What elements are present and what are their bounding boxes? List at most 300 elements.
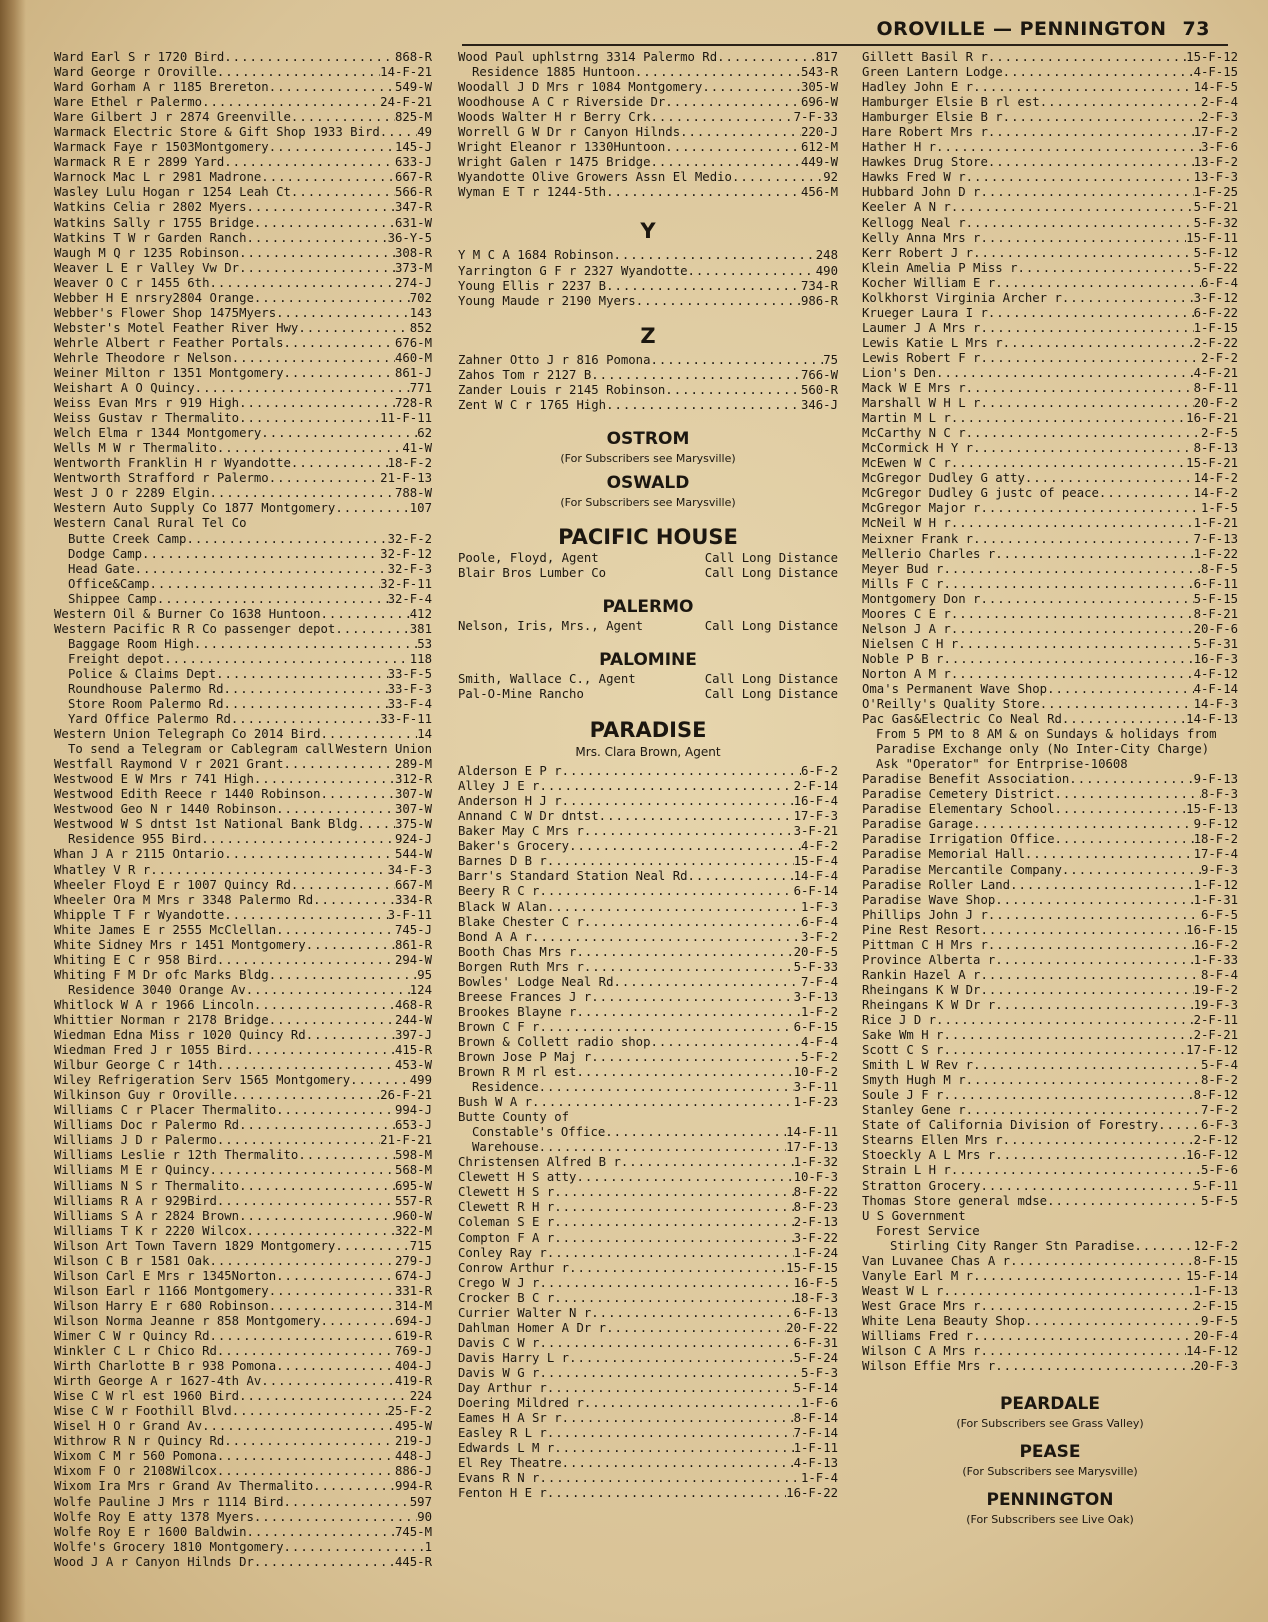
leader-dots [217, 65, 380, 80]
phone-number: 861-J [394, 365, 432, 380]
phone-number: 3-F-13 [793, 989, 838, 1004]
phone-number: 734-R [800, 278, 838, 293]
listing-name: Shippee Camp [68, 591, 157, 606]
listing-row [54, 682, 432, 697]
town-heading-pease: PEASE [1019, 1442, 1081, 1463]
phone-number: 6-F-31 [793, 1335, 838, 1350]
listing-row [54, 336, 432, 351]
listing-row [458, 824, 838, 839]
phone-number: 16-F-15 [1186, 922, 1238, 937]
phone-number: 619-R [394, 1328, 432, 1343]
listing-row [54, 1224, 432, 1239]
phone-number: 373-M [394, 260, 432, 275]
phone-number: Western Union [335, 742, 432, 757]
phone-number: 15-F-14 [1186, 1268, 1238, 1283]
phone-number: 6-F-2 [800, 764, 838, 779]
phone-number: 6-F-4 [1200, 275, 1238, 290]
listing-row [54, 1329, 432, 1344]
leader-dots [247, 200, 395, 215]
listing-row [458, 1080, 838, 1095]
listing-row [54, 516, 432, 531]
leader-dots [298, 1148, 395, 1163]
leader-dots [1062, 863, 1201, 878]
listing-name: Wells M W r Thermalito [54, 441, 217, 456]
listing-row [54, 1013, 432, 1028]
phone-number: 631-W [394, 215, 432, 230]
listing-row [54, 1419, 432, 1434]
phone-number: 771 [409, 381, 432, 396]
listing-name: Woodall J D Mrs r 1084 Montgomery [458, 80, 703, 95]
phone-number: 702 [409, 290, 432, 305]
leader-dots [254, 1510, 417, 1525]
leader-dots [980, 351, 1201, 366]
leader-dots [988, 125, 1194, 140]
listing-row [862, 140, 1238, 155]
leader-dots [936, 1013, 1194, 1028]
listing-row [458, 1005, 838, 1020]
listing-row [458, 1035, 838, 1050]
phone-number: 6-F-14 [793, 884, 838, 899]
listing-name: Lion's Den [862, 365, 937, 380]
leader-dots [584, 960, 794, 975]
phone-number: 745-J [394, 922, 432, 937]
listing-name: Beery R C r [458, 884, 540, 899]
listing-row [458, 1125, 838, 1140]
phone-number: 1-F-3 [800, 899, 838, 914]
listing-name: Davis C W r [458, 1335, 540, 1350]
listing-name: Hawks Fred W r [862, 170, 966, 185]
listing-row [458, 1291, 838, 1306]
listing-name: Wiedman Edna Miss r 1020 Quincy Rd [54, 1028, 306, 1043]
leader-dots [239, 261, 395, 276]
listing-name: Young Ellis r 2237 B [458, 278, 607, 293]
phone-number: 560-R [800, 382, 838, 397]
listing-row [54, 547, 432, 562]
listing-name: Weast W L r [862, 1283, 944, 1298]
phone-number: 4-F-13 [793, 1456, 838, 1471]
leader-dots [966, 381, 1194, 396]
leader-dots [202, 95, 380, 110]
listing-name: Wentworth Franklin H r Wyandotte [54, 456, 291, 471]
leader-dots [973, 1058, 1201, 1073]
listing-row [54, 577, 432, 592]
listing-name: Paradise Mercantile Company [862, 862, 1062, 877]
phone-number: 468-R [394, 997, 432, 1012]
listing-name: Gillett Basil R r [862, 50, 988, 64]
leader-dots [980, 185, 1193, 200]
leader-dots [284, 336, 395, 351]
listing-row [862, 216, 1238, 231]
listing-row [458, 869, 838, 884]
listing-row [862, 1163, 1238, 1178]
listing-row [54, 1103, 432, 1118]
leader-dots [284, 757, 395, 772]
leader-dots [951, 667, 1194, 682]
phone-number: 817 [815, 50, 838, 64]
phone-number: 95 [417, 967, 432, 982]
listing-name: McEwen W C r [862, 456, 951, 471]
leader-dots [584, 824, 794, 839]
listing-name: Lewis Katie L Mrs r [862, 335, 1003, 350]
phone-number: 8-F-23 [793, 1200, 838, 1215]
listing-row [862, 1254, 1238, 1269]
leader-dots [1055, 832, 1194, 847]
phone-number: 8-F-3 [1200, 787, 1238, 802]
listing-row [458, 1065, 838, 1080]
phone-number: 924-J [394, 832, 432, 847]
phone-number: 19-F-3 [1193, 997, 1238, 1012]
listing-row [54, 501, 432, 516]
listing-name: Wilson Norma Jeanne r 858 Montgomery [54, 1313, 321, 1328]
paradise-agent: Mrs. Clara Brown, Agent [575, 745, 721, 760]
listing-name: Pine Rest Resort [862, 922, 981, 937]
listing-name: Williams M E r Quincy [54, 1163, 210, 1178]
listing-row [54, 396, 432, 411]
listing-row [862, 893, 1238, 908]
listing-row [458, 353, 838, 368]
leader-dots [973, 817, 1194, 832]
phone-number: 568-M [394, 1163, 432, 1178]
listing-row [54, 847, 432, 862]
phone-number: 279-J [394, 1253, 432, 1268]
listing-row [862, 516, 1238, 531]
listing-row [862, 968, 1238, 983]
listing-name: Paradise Elementary School [862, 802, 1055, 817]
column-2 [458, 50, 838, 1501]
listing-name: Whittier Norman r 2178 Bridge [54, 1013, 269, 1027]
phone-number: 32-F-4 [387, 591, 432, 606]
listing-name: Davis Harry L r [458, 1350, 570, 1365]
listing-name: Hubbard John D r [862, 185, 981, 200]
leader-dots [239, 411, 380, 426]
leader-dots [313, 893, 395, 908]
phone-number: 1-F-15 [1193, 320, 1238, 335]
phone-number: 15-F-12 [1186, 50, 1238, 64]
leader-dots [209, 486, 394, 501]
phone-number: 9-F-5 [1200, 1313, 1238, 1328]
phone-number: 1-F-13 [1193, 1283, 1238, 1298]
phone-number: 49 [417, 125, 432, 140]
listing-row [862, 441, 1238, 456]
phone-number: 3-F-21 [793, 824, 838, 839]
listing-row [458, 185, 838, 200]
phone-number: 14-F-13 [1186, 712, 1238, 727]
phone-number: 16-F-4 [793, 794, 838, 809]
phone-number: 788-W [394, 486, 432, 501]
leader-dots [1047, 682, 1193, 697]
listing-row [862, 953, 1238, 968]
leader-dots [688, 264, 816, 279]
leader-dots [261, 426, 417, 441]
listing-row [862, 1179, 1238, 1194]
leader-dots [261, 170, 395, 185]
phone-number: 448-J [394, 1449, 432, 1464]
leader-dots [966, 1103, 1201, 1118]
listing-name: Krueger Laura I r [862, 305, 988, 320]
phone-number: 5-F-12 [1193, 245, 1238, 260]
phone-number: 17-F-2 [1193, 125, 1238, 140]
leader-dots [209, 276, 394, 291]
leader-dots [980, 321, 1193, 336]
listing-row [862, 321, 1238, 336]
phone-number: 334-R [394, 892, 432, 907]
leader-dots [321, 607, 410, 622]
listing-row [862, 817, 1238, 832]
listing-name: Wiedman Fred J r 1055 Bird [54, 1043, 247, 1058]
listing-name: Mellerio Charles r [862, 546, 996, 561]
listing-name: Brown C F r [458, 1019, 540, 1034]
agent-name: Pal-O-Mine Rancho [458, 687, 584, 702]
listing-name: Western Pacific R R Co passenger depot [54, 621, 336, 636]
listing-name: Wood Paul uphlstrng 3314 Palermo Rd [458, 50, 718, 64]
listing-row [54, 787, 432, 802]
phone-number: 10-F-3 [793, 1170, 838, 1185]
listing-name: Yarrington G F r 2327 Wyandotte [458, 263, 688, 278]
listing-row [862, 1194, 1238, 1209]
leader-dots [186, 532, 387, 547]
listing-name: Waugh M Q r 1235 Robinson [54, 245, 240, 260]
leader-dots [988, 155, 1194, 170]
leader-dots [973, 1269, 1186, 1284]
phone-number: 244-W [394, 1013, 432, 1027]
listing-row [54, 1043, 432, 1058]
listing-row [54, 742, 432, 757]
agent-row [458, 551, 838, 566]
phone-number: 598-M [394, 1148, 432, 1163]
listing-name: Stanley Gene r [862, 1103, 966, 1118]
listing-row [54, 231, 432, 246]
listing-row [54, 125, 432, 140]
listing-name: Smyth Hugh M r [862, 1073, 966, 1088]
section-letter-z: Z [640, 323, 656, 348]
phone-number: 143 [409, 305, 432, 320]
listing-row [862, 772, 1238, 787]
listing-name: Conrow Arthur r [458, 1260, 570, 1275]
listing-row [862, 1299, 1238, 1314]
listing-name: Stratton Grocery [862, 1178, 981, 1193]
phone-number: 24-F-21 [380, 95, 432, 110]
leader-dots [149, 577, 380, 592]
listing-row [862, 802, 1238, 817]
leader-dots [276, 923, 395, 938]
listing-row [458, 1306, 838, 1321]
listing-row [54, 712, 432, 727]
phone-number: 1-F-2 [800, 1004, 838, 1019]
listing-row [458, 1110, 838, 1125]
listing-name: Warnock Mac L r 2981 Madrone [54, 170, 262, 185]
leader-dots [1158, 1118, 1201, 1133]
listing-row [862, 577, 1238, 592]
listing-name: Residence [472, 1080, 539, 1095]
leader-dots [269, 471, 380, 486]
phone-number: 2-F-13 [793, 1215, 838, 1230]
phone-number: 6-F-13 [793, 1305, 838, 1320]
phone-number: 1-F-32 [793, 1155, 838, 1170]
listing-row [458, 1426, 838, 1441]
leader-dots [973, 1329, 1194, 1344]
listing-name: Williams S A r 2824 Brown [54, 1208, 240, 1223]
listing-row [862, 1314, 1238, 1329]
leader-dots [1025, 1314, 1201, 1329]
leader-dots [951, 1163, 1201, 1178]
listing-name: Woods Walter H r Berry Crk [458, 110, 651, 125]
listing-row [862, 200, 1238, 215]
listing-name: Western Oil & Burner Co 1638 Huntoon [54, 606, 321, 621]
listing-row [54, 953, 432, 968]
listing-row [458, 1381, 838, 1396]
leader-dots [1069, 772, 1193, 787]
listing-row [54, 727, 432, 742]
leader-dots [276, 1359, 395, 1374]
listing-row [458, 1456, 838, 1471]
listing-row [458, 140, 838, 155]
listing-group-w [54, 50, 432, 1570]
leader-dots [335, 1239, 409, 1254]
leader-dots [591, 990, 793, 1005]
phone-number: 62 [417, 426, 432, 441]
listing-row [458, 294, 838, 309]
phone-number: 3-F-12 [1193, 290, 1238, 305]
listing-row [54, 1374, 432, 1389]
listing-row [862, 246, 1238, 261]
agent-instruction: Call Long Distance [704, 618, 838, 633]
leader-dots [943, 1284, 1193, 1299]
listing-row [54, 968, 432, 983]
leader-dots [554, 1231, 793, 1246]
agent-instruction: Call Long Distance [704, 550, 838, 565]
leader-dots [635, 65, 801, 80]
listing-row [458, 794, 838, 809]
listing-row [862, 336, 1238, 351]
listing-row [54, 592, 432, 607]
listing-name: McGregor Major r [862, 501, 981, 516]
phone-number: 21-F-21 [380, 1133, 432, 1148]
phone-number: 6-F-5 [1200, 907, 1238, 922]
leader-dots [936, 366, 1194, 381]
phone-number: 41-W [402, 441, 432, 456]
phone-number: 32-F-2 [387, 531, 432, 546]
listing-name: Y M C A 1684 Robinson [458, 248, 614, 263]
leader-dots [569, 839, 801, 854]
phone-number: 18-F-3 [793, 1290, 838, 1305]
listing-row [54, 155, 432, 170]
listing-row [54, 471, 432, 486]
phone-number: 347-R [394, 200, 432, 215]
leader-dots [995, 1359, 1193, 1374]
leader-dots [651, 1035, 801, 1050]
listing-row [862, 938, 1238, 953]
agent-row [458, 566, 838, 581]
listing-name: Ward Gorham A r 1185 Brereton [54, 80, 269, 95]
listing-name: Westwood Geo N r 1440 Robinson [54, 802, 277, 817]
leader-dots [606, 398, 801, 413]
leader-dots [547, 854, 794, 869]
listing-row [458, 839, 838, 854]
listing-name: Residence 1885 Huntoon [472, 65, 635, 80]
listing-name: Bowles' Lodge Neal Rd [458, 974, 614, 989]
listing-row [54, 878, 432, 893]
listing-row [862, 847, 1238, 862]
listing-row [54, 1118, 432, 1133]
phone-number: 825-M [394, 110, 432, 125]
listing-name: To send a Telegram or Cablegram call [68, 742, 335, 757]
phone-number: 728-R [394, 396, 432, 411]
listing-row [54, 1284, 432, 1299]
town-heading-peardale: PEARDALE [999, 1394, 1101, 1415]
phone-number: 495-W [394, 1419, 432, 1434]
leader-dots [291, 456, 388, 471]
listing-row [54, 832, 432, 847]
phone-number: 667-R [394, 170, 432, 185]
phone-number: 769-J [394, 1344, 432, 1359]
listing-name: Roundhouse Palermo Rd [68, 681, 224, 696]
phone-number: 1-F-24 [793, 1245, 838, 1260]
listing-row [54, 1269, 432, 1284]
listing-name: Weiss Evan Mrs r 919 High [54, 396, 240, 411]
listing-row [54, 246, 432, 261]
leader-dots [284, 1540, 425, 1555]
listing-name: Brown Jose P Maj r [458, 1049, 592, 1064]
listing-name: Weiner Milton r 1351 Montgomery [54, 365, 284, 380]
listing-name: Conley Ray r [458, 1245, 547, 1260]
phone-number: 19-F-2 [1193, 982, 1238, 997]
listing-name: Wolfe Roy E r 1600 Baldwin [54, 1524, 247, 1539]
listing-row [458, 1050, 838, 1065]
phone-number: 14-F-2 [1193, 486, 1238, 501]
phone-number: 2-F-11 [1193, 1013, 1238, 1027]
listing-name: McNeil W H r [862, 516, 951, 531]
listing-row [862, 411, 1238, 426]
listing-row [862, 276, 1238, 291]
listing-name: Paradise Irrigation Office [862, 832, 1055, 847]
leader-dots [980, 1344, 1186, 1359]
listing-row [54, 938, 432, 953]
phone-number: 16-F-12 [1186, 1148, 1238, 1163]
listing-row [458, 1261, 838, 1276]
listing-name: Zahos Tom r 2127 B [458, 367, 592, 382]
phone-number: 3-F-22 [793, 1230, 838, 1245]
listing-name: Wixom Ira Mrs r Grand Av Thermalito [54, 1479, 314, 1494]
leader-dots [239, 1389, 410, 1404]
leader-dots [680, 125, 801, 140]
listing-name: Baker May C Mrs r [458, 824, 584, 839]
phone-number: 1-F-21 [1193, 516, 1238, 531]
leader-dots [224, 1434, 395, 1449]
listing-row [54, 170, 432, 185]
listing-row [862, 1088, 1238, 1103]
listing-name: Butte Creek Camp [68, 531, 187, 546]
leader-dots [1062, 291, 1194, 306]
listing-row [54, 321, 432, 336]
listing-row [862, 110, 1238, 125]
leader-dots [576, 945, 793, 960]
leader-dots [943, 577, 1193, 592]
phone-number: 375-W [394, 817, 432, 832]
listing-name: Young Maude r 2190 Myers [458, 293, 636, 308]
leader-dots [269, 1284, 395, 1299]
phone-number: 331-R [394, 1283, 432, 1298]
listing-row [458, 80, 838, 95]
leader-dots [223, 697, 387, 712]
leader-dots [554, 1200, 793, 1215]
phone-number: 18-F-2 [387, 456, 432, 471]
listing-name: McGregor Dudley G atty [862, 471, 1025, 486]
listing-name: McCarthy N C r [862, 426, 966, 441]
leader-dots [591, 1306, 793, 1321]
listing-name: Wixom C M r 560 Pomona [54, 1449, 217, 1464]
listing-row [862, 983, 1238, 998]
listing-name: Watkins Celia r 2802 Myers [54, 200, 247, 215]
